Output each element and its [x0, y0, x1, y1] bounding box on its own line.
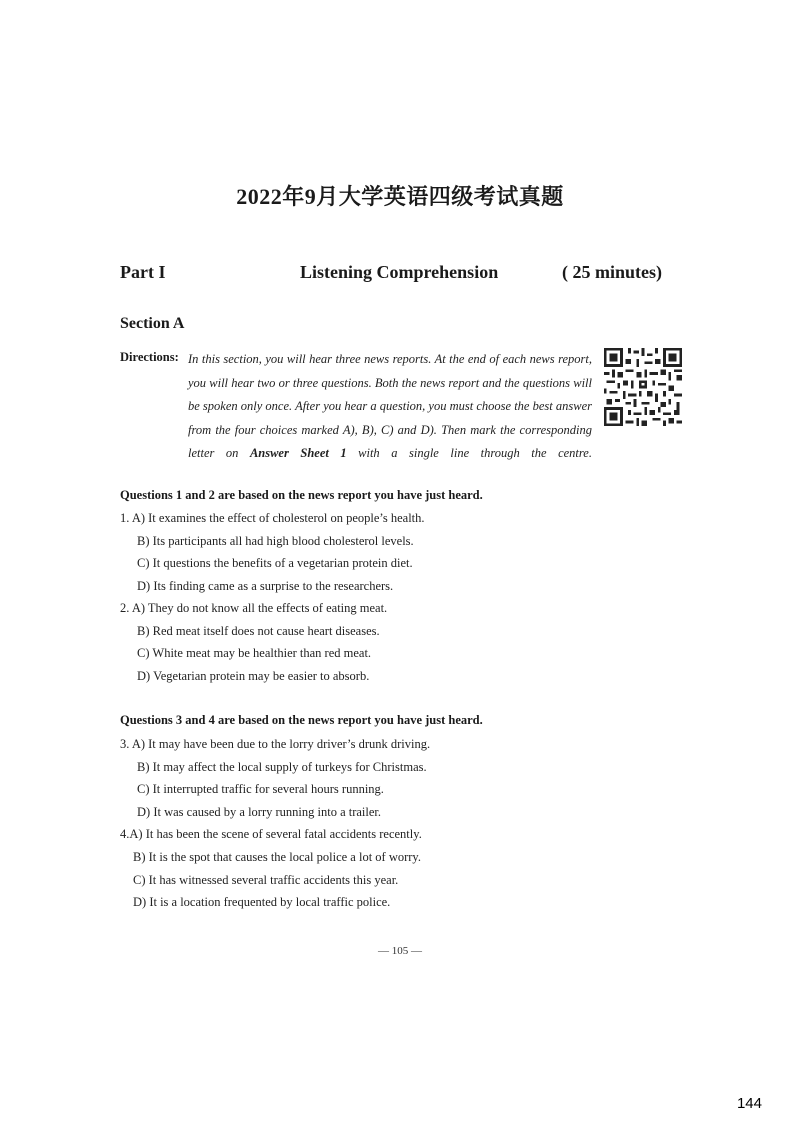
directions-text-after: with a single line through the centre.: [346, 446, 592, 460]
option-a[interactable]: A) They do not know all the effects of eating meat.: [131, 601, 388, 615]
part-label: Part I: [120, 262, 166, 282]
option-c[interactable]: C) White meat may be healthier than red meat.: [137, 646, 372, 660]
directions-label: Directions:: [120, 350, 179, 364]
question-group-heading: Questions 3 and 4 are based on the news report you have just heard.: [120, 713, 483, 727]
option-c[interactable]: C) It questions the benefits of a vegetarian protein diet.: [137, 556, 413, 570]
question-4: [120, 827, 422, 842]
directions-text-before: In this section, you will hear three news reports. At the end of each news report, you will hear two or three questions. Both the news report and the questions will be spoken only once. After you hear a question, you must choose the best answer from the four choices marked A), B), C) and D). Then mark the corresponding letter on: [188, 352, 592, 460]
scan-page-number: 144: [736, 1095, 762, 1112]
option-d[interactable]: D) It was caused by a lorry running into a trailer.: [137, 805, 382, 819]
option-a[interactable]: A) It has been the scene of several fatal accidents recently.: [129, 827, 422, 841]
qr-code-icon: [604, 348, 682, 426]
option-b[interactable]: B) Red meat itself does not cause heart diseases.: [137, 624, 380, 638]
part-name: Listening Comprehension: [300, 262, 499, 282]
option-c[interactable]: C) It has witnessed several traffic accidents this year.: [133, 873, 399, 887]
option-b[interactable]: B) Its participants all had high blood cholesterol levels.: [137, 534, 414, 548]
section-heading: Section A: [120, 315, 185, 332]
option-b[interactable]: B) It may affect the local supply of turkeys for Christmas.: [137, 760, 427, 774]
option-b[interactable]: B) It is the spot that causes the local police a lot of worry.: [133, 850, 422, 864]
document-title: 2022年9月大学英语四级考试真题: [236, 184, 564, 209]
option-d[interactable]: D) Its finding came as a surprise to the researchers.: [137, 579, 394, 593]
question-group-heading: Questions 1 and 2 are based on the news report you have just heard.: [120, 488, 483, 502]
question-number: 4.: [120, 827, 130, 841]
answer-sheet-label: Answer Sheet 1: [249, 446, 347, 460]
part-time: ( 25 minutes): [562, 262, 662, 282]
option-a[interactable]: A) It may have been due to the lorry driver’s drunk driving.: [131, 737, 431, 751]
question-3: [120, 737, 430, 752]
option-c[interactable]: C) It interrupted traffic for several hours running.: [137, 782, 384, 796]
question-1: [120, 511, 425, 526]
option-d[interactable]: D) Vegetarian protein may be easier to absorb.: [137, 669, 370, 683]
question-number: 1.: [120, 511, 130, 525]
page-number: — 105 —: [378, 945, 422, 957]
option-a[interactable]: A) It examines the effect of cholesterol on people’s health.: [131, 511, 425, 525]
question-number: 3.: [120, 737, 130, 751]
option-d[interactable]: D) It is a location frequented by local traffic police.: [133, 895, 391, 909]
directions-text: [188, 348, 592, 466]
question-2: [120, 601, 387, 616]
question-number: 2.: [120, 601, 130, 615]
